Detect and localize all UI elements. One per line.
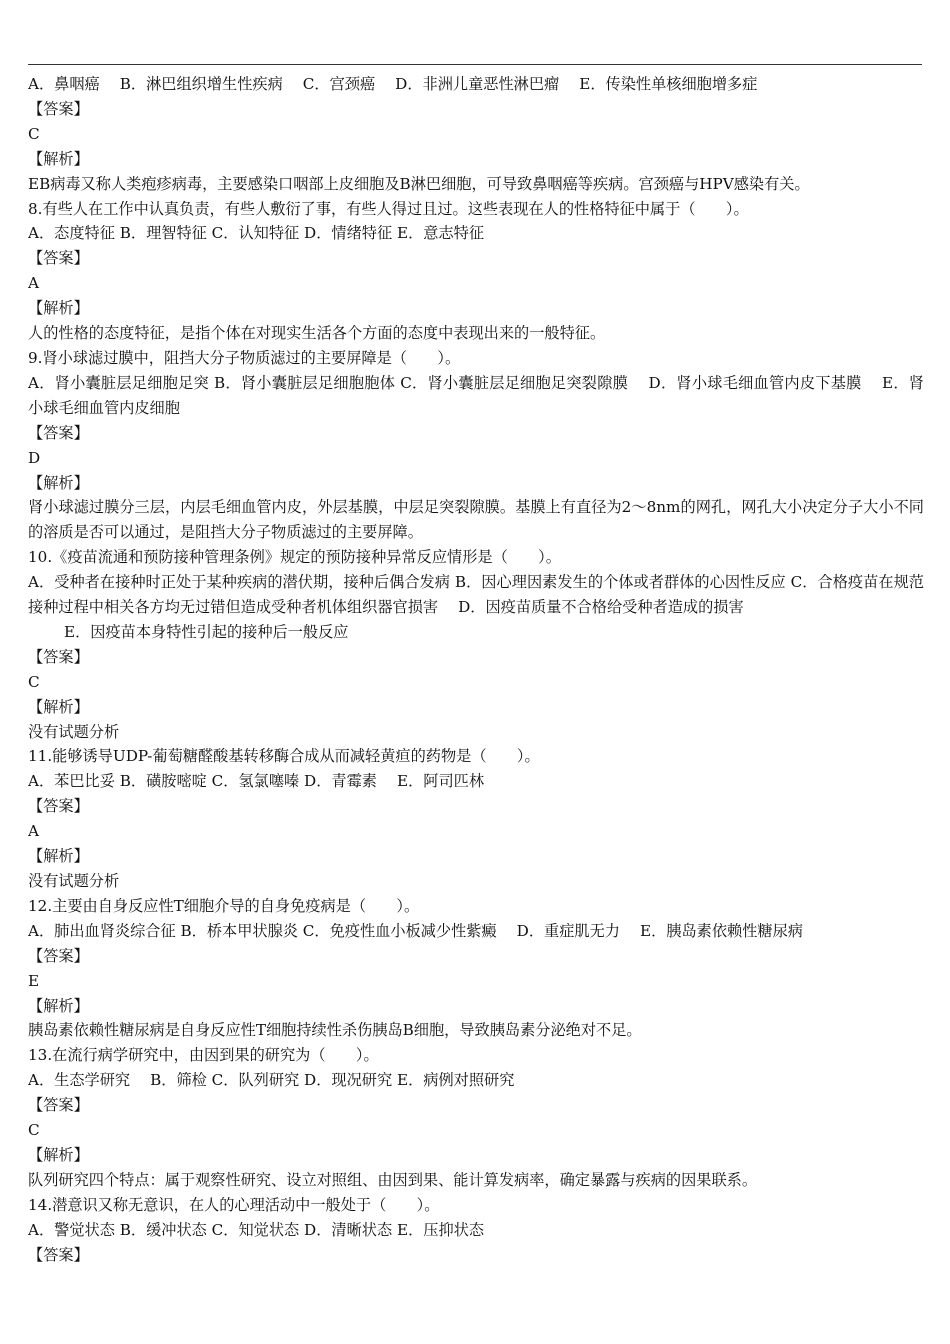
q12-analysis: 胰岛素依赖性糖尿病是自身反应性T细胞持续性杀伤胰岛B细胞，导致胰岛素分泌绝对不足。 (28, 1021, 642, 1040)
q12-stem: 12.主要由自身反应性T细胞介导的自身免疫病是（ ）。 (28, 896, 420, 915)
q8-stem: 8.有些人在工作中认真负责，有些人敷衍了事，有些人得过且过。这些表现在人的性格特征中属于（ ）。 (28, 199, 749, 218)
q11-analysis-heading: 【解析】 (28, 847, 89, 866)
q13-answer: C (28, 1121, 40, 1140)
q12-analysis-heading: 【解析】 (28, 996, 89, 1015)
q7-analysis: EB病毒又称人类疱疹病毒，主要感染口咽部上皮细胞及B淋巴细胞，可导致鼻咽癌等疾病。宫颈癌与HPV感染有关。 (28, 174, 810, 193)
q10-analysis: 没有试题分析 (28, 722, 120, 741)
q11-stem: 11.能够诱导UDP-葡萄糖醛酸基转移酶合成从而减轻黄疸的药物是（ ）。 (28, 747, 540, 766)
q10-option-e: E．因疫苗本身特性引起的接种后一般反应 (64, 622, 349, 641)
q13-stem: 13.在流行病学研究中，由因到果的研究为（ ）。 (28, 1046, 379, 1065)
q8-answer-heading: 【答案】 (28, 249, 89, 268)
q13-answer-heading: 【答案】 (28, 1096, 89, 1115)
document-body (28, 72, 924, 1268)
q11-options: A．苯巴比妥 B．磺胺嘧啶 C．氢氯噻嗪 D．青霉素 E．阿司匹林 (28, 772, 485, 791)
q8-options: A．态度特征 B．理智特征 C．认知特征 D．情绪特征 E．意志特征 (28, 224, 485, 243)
q14-options: A．警觉状态 B．缓冲状态 C．知觉状态 D．清晰状态 E．压抑状态 (28, 1220, 485, 1239)
q9-answer: D (28, 448, 41, 467)
q11-analysis: 没有试题分析 (28, 872, 120, 890)
q10-options: A．受种者在接种时正处于某种疾病的潜伏期，接种后偶合发病 B．因心理因素发生的个体或者群体的心因性反应 C．合格疫苗在规范接种过程中相关各方均无过错但造成受种者机体组织器官损害 D．因疫苗质量不合格给受种者造成的损害 (28, 573, 924, 617)
header-rule (28, 64, 922, 65)
q11-answer: A (28, 822, 39, 841)
q7-options: A．鼻咽癌 B．淋巴组织增生性疾病 C．宫颈癌 D．非洲儿童恶性淋巴瘤 E．传染性单核细胞增多症 (28, 75, 758, 93)
q8-answer: A (28, 274, 39, 293)
q9-answer-heading: 【答案】 (28, 423, 89, 442)
q9-options: A．肾小囊脏层足细胞足突 B．肾小囊脏层足细胞胞体 C．肾小囊脏层足细胞足突裂隙膜 D．肾小球毛细血管内皮下基膜 E．肾小球毛细血管内皮细胞 (28, 373, 924, 417)
q8-analysis: 人的性格的态度特征，是指个体在对现实生活各个方面的态度中表现出来的一般特征。 (28, 324, 606, 343)
q9-stem: 9.肾小球滤过膜中，阻挡大分子物质滤过的主要屏障是（ ）。 (28, 348, 461, 367)
q8-analysis-heading: 【解析】 (28, 299, 89, 318)
q13-analysis-heading: 【解析】 (28, 1145, 89, 1164)
q10-answer-heading: 【答案】 (28, 647, 89, 666)
q10-stem: 10.《疫苗流通和预防接种管理条例》规定的预防接种异常反应情形是（ ）。 (28, 548, 561, 567)
q10-analysis-heading: 【解析】 (28, 697, 89, 716)
q13-options: A．生态学研究 B．筛检 C．队列研究 D．现况研究 E．病例对照研究 (28, 1071, 515, 1090)
q12-answer-heading: 【答案】 (28, 946, 89, 965)
q14-stem: 14.潜意识又称无意识，在人的心理活动中一般处于（ ）。 (28, 1195, 440, 1214)
q7-answer-heading: 【答案】 (28, 99, 89, 118)
q7-analysis-heading: 【解析】 (28, 149, 89, 168)
q12-options: A．肺出血肾炎综合征 B．桥本甲状腺炎 C．免疫性血小板减少性紫癜 D．重症肌无力 E．胰岛素依赖性糖尿病 (28, 921, 803, 940)
q9-analysis: 肾小球滤过膜分三层，内层毛细血管内皮，外层基膜，中层足突裂隙膜。基膜上有直径为2～8nm的网孔，网孔大小决定分子大小不同的溶质是否可以通过，是阻挡大分子物质滤过的主要屏障。 (28, 498, 924, 542)
q7-answer: C (28, 124, 40, 143)
q11-answer-heading: 【答案】 (28, 797, 89, 816)
q10-answer: C (28, 672, 40, 691)
q13-analysis: 队列研究四个特点：属于观察性研究、设立对照组、由因到果、能计算发病率，确定暴露与疾病的因果联系。 (28, 1170, 757, 1189)
q12-answer: E (28, 971, 40, 990)
q9-analysis-heading: 【解析】 (28, 473, 89, 492)
q14-answer-heading: 【答案】 (28, 1245, 89, 1264)
